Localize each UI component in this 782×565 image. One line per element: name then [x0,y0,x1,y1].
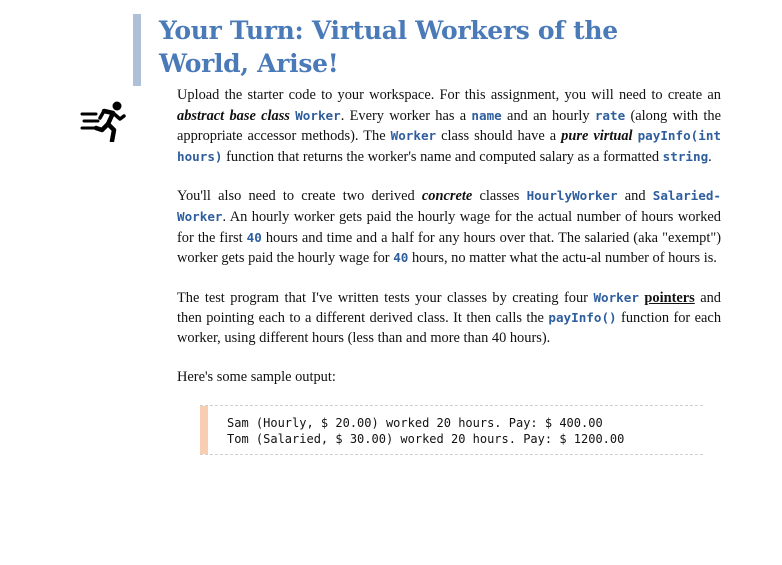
running-person-icon [80,100,126,142]
pure-virtual-term: pure virtual [561,128,633,145]
code-worker: Worker [593,289,639,305]
code-string: string [662,148,709,164]
sample-output-block [200,405,703,455]
concrete-term: concrete [421,188,473,205]
sample-line-1: Sam (Hourly, $ 20.00) worked 20 hours. Pay: $ 400.00 [227,416,603,430]
page-title [159,14,719,80]
code-payinfo-hours: payInfo(int hours) [177,128,721,164]
code-name: name [471,107,502,123]
sample-output-code [227,415,624,447]
paragraph-1: Upload the starter code to your workspace. For this assignment, you will need to create an abstract base class Worker. Every worker has a name and an hourly rate (along with the appropriate accessor methods). The Worker class should have a pure virtual payInfo(int hours) function that returns the worker's name and computed salary as a formatted string. [177,87,721,165]
sample-output-accent-bar [200,406,208,454]
title-line-2: World, Arise! [159,49,339,78]
code-payinfo: payInfo() [548,310,617,326]
paragraph-4: Here's some sample output: [177,368,336,385]
code-salaried-worker: Salaried-Worker [177,188,722,224]
code-hourly-worker: HourlyWorker [526,188,618,204]
assignment-body [177,86,721,406]
pointers-term: pointers [644,289,695,306]
code-worker: Worker [295,107,341,123]
abstract-base-class-term: abstract base class [177,107,290,124]
title-line-1: Your Turn: Virtual Workers of the [159,16,618,45]
paragraph-2: You'll also need to create two derived concrete classes HourlyWorker and Salaried-Worker. An hourly worker gets paid the hourly wage for the actual number of hours worked for the first 40 hours and time and a half for any hours over that. The salaried (aka "exempt") worker gets paid the hourly wage for 40 hours, no matter what the actu-al number of hours is. [177,188,722,267]
sample-line-2: Tom (Salaried, $ 30.00) worked 20 hours. Pay: $ 1200.00 [227,432,625,446]
paragraph-3: The test program that I've written tests your classes by creating four Worker pointers and then pointing each to a different derived class. It then calls the payInfo() function for each worker, using different hours (less than and more than 40 hours). [177,289,722,346]
code-forty: 40 [393,250,409,266]
code-worker: Worker [390,128,437,144]
title-accent-bar [133,14,141,86]
code-rate: rate [594,107,626,123]
code-forty: 40 [246,229,262,245]
